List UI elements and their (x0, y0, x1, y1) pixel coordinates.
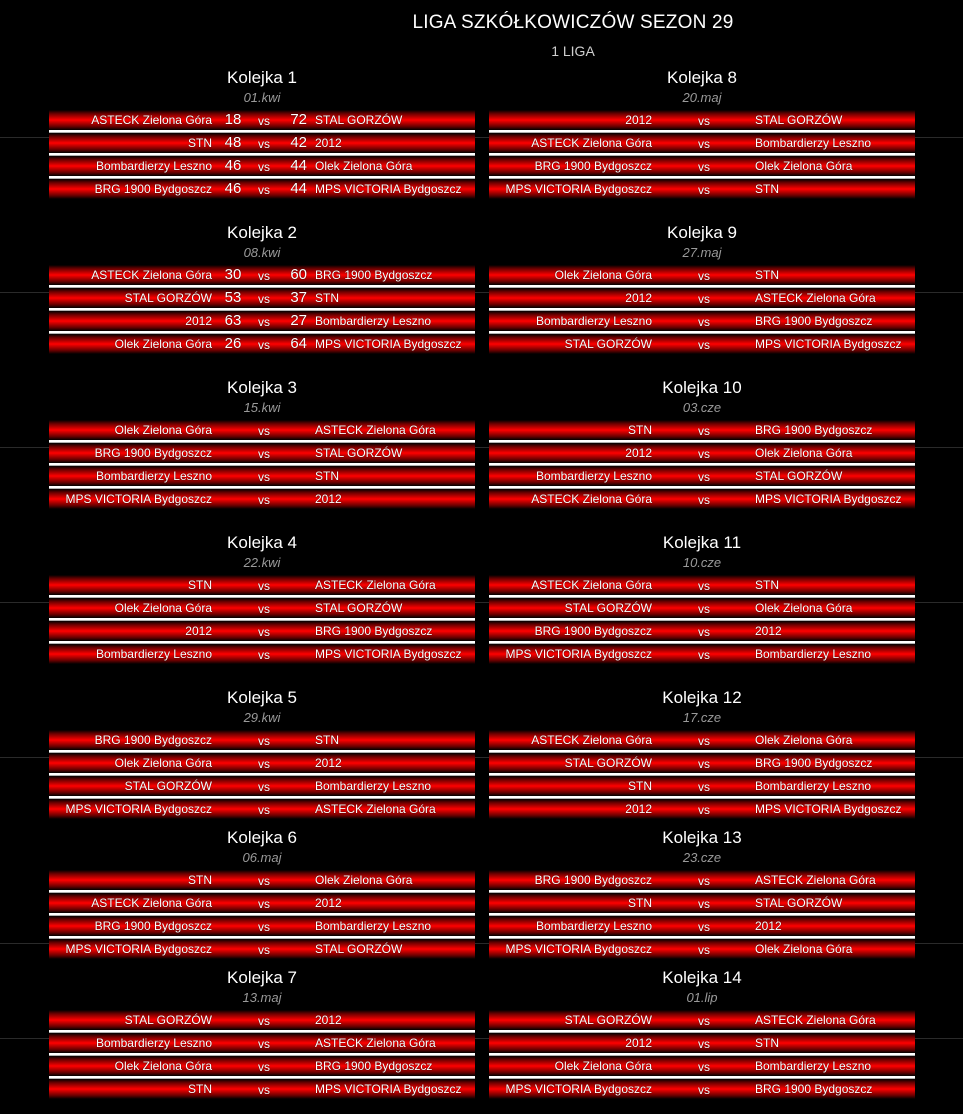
match-row[interactable] (49, 598, 475, 618)
home-score: 46 (224, 180, 242, 197)
away-team: 2012 (315, 896, 342, 910)
away-team: STAL GORZÓW (315, 113, 403, 127)
home-team: MPS VICTORIA Bydgoszcz (505, 647, 652, 661)
match-row[interactable] (489, 644, 915, 664)
away-team: ASTECK Zielona Góra (315, 1036, 436, 1050)
round-date: 01.kwi (243, 90, 281, 105)
away-team: Olek Zielona Góra (315, 159, 413, 173)
vs-label: vs (698, 780, 710, 794)
away-team: Olek Zielona Góra (755, 733, 853, 747)
match-list (49, 730, 475, 819)
away-score: 44 (290, 180, 307, 197)
match-row[interactable] (49, 288, 475, 308)
away-team: 2012 (315, 136, 342, 150)
vs-label: vs (258, 137, 270, 151)
round-date: 27.maj (682, 245, 722, 260)
away-team: MPS VICTORIA Bydgoszcz (315, 337, 462, 351)
match-row[interactable] (489, 893, 915, 913)
home-team: Bombardierzy Leszno (535, 314, 652, 328)
vs-label: vs (698, 424, 710, 438)
vs-label: vs (698, 943, 710, 957)
away-team: Bombardierzy Leszno (315, 314, 432, 328)
home-team: STN (628, 423, 652, 437)
home-team: ASTECK Zielona Góra (531, 578, 652, 592)
home-team: STN (188, 873, 212, 887)
match-row[interactable] (49, 110, 475, 130)
away-team: Olek Zielona Góra (755, 942, 853, 956)
match-row[interactable] (49, 443, 475, 463)
match-row[interactable] (489, 420, 915, 440)
round-title: Kolejka 13 (662, 828, 742, 847)
away-team: 2012 (315, 1013, 342, 1027)
away-team: STAL GORZÓW (315, 942, 403, 956)
match-row[interactable] (489, 1033, 915, 1053)
match-row[interactable] (489, 466, 915, 486)
vs-label: vs (258, 757, 270, 771)
away-team: 2012 (755, 624, 782, 638)
match-list (489, 1010, 915, 1099)
vs-label: vs (258, 470, 270, 484)
home-score: 63 (224, 312, 242, 329)
round-title: Kolejka 8 (667, 68, 737, 87)
vs-label: vs (698, 114, 710, 128)
match-row[interactable] (489, 265, 915, 285)
match-row[interactable] (49, 1010, 475, 1030)
away-team: STN (755, 578, 779, 592)
home-team: Bombardierzy Leszno (535, 469, 652, 483)
away-team: STAL GORZÓW (755, 896, 843, 910)
home-team: STAL GORZÓW (124, 1013, 212, 1027)
vs-label: vs (258, 1014, 270, 1028)
vs-label: vs (698, 269, 710, 283)
round-block (49, 66, 475, 199)
match-row[interactable] (49, 799, 475, 819)
vs-label: vs (258, 424, 270, 438)
away-team: Olek Zielona Góra (315, 873, 413, 887)
home-team: Olek Zielona Góra (114, 756, 212, 770)
home-team: BRG 1900 Bydgoszcz (534, 873, 652, 887)
vs-label: vs (698, 602, 710, 616)
vs-label: vs (698, 579, 710, 593)
round-title: Kolejka 3 (227, 378, 297, 397)
home-team: BRG 1900 Bydgoszcz (94, 182, 212, 196)
vs-label: vs (698, 160, 710, 174)
vs-label: vs (258, 1083, 270, 1097)
vs-label: vs (698, 292, 710, 306)
vs-label: vs (698, 920, 710, 934)
match-row[interactable] (489, 870, 915, 890)
vs-label: vs (698, 734, 710, 748)
match-row[interactable] (489, 443, 915, 463)
vs-label: vs (698, 470, 710, 484)
away-team: Olek Zielona Góra (755, 446, 853, 460)
home-team: BRG 1900 Bydgoszcz (94, 919, 212, 933)
match-row[interactable] (489, 776, 915, 796)
round-title: Kolejka 9 (667, 223, 737, 242)
home-team: ASTECK Zielona Góra (531, 492, 652, 506)
vs-label: vs (698, 897, 710, 911)
vs-label: vs (698, 183, 710, 197)
home-team: STAL GORZÓW (564, 601, 652, 615)
match-list (49, 265, 475, 354)
home-team: Bombardierzy Leszno (95, 469, 212, 483)
away-team: STN (315, 469, 339, 483)
match-row[interactable] (489, 1010, 915, 1030)
round-title: Kolejka 4 (227, 533, 297, 552)
vs-label: vs (258, 874, 270, 888)
vs-label: vs (258, 269, 270, 283)
vs-label: vs (698, 648, 710, 662)
match-row[interactable] (49, 133, 475, 153)
away-team: Bombardierzy Leszno (315, 919, 432, 933)
match-list (49, 575, 475, 664)
vs-label: vs (258, 183, 270, 197)
home-team: Bombardierzy Leszno (535, 919, 652, 933)
match-row[interactable] (49, 621, 475, 641)
vs-label: vs (258, 780, 270, 794)
away-team: STN (315, 291, 339, 305)
match-list (49, 420, 475, 509)
away-team: STAL GORZÓW (315, 446, 403, 460)
away-score: 27 (290, 312, 307, 329)
away-team: 2012 (755, 919, 782, 933)
vs-label: vs (258, 315, 270, 329)
match-row[interactable] (49, 776, 475, 796)
match-row[interactable] (49, 753, 475, 773)
round-block (489, 531, 915, 664)
away-team: STAL GORZÓW (755, 469, 843, 483)
round-date: 06.maj (242, 850, 282, 865)
away-team: STN (755, 268, 779, 282)
home-team: STN (188, 136, 212, 150)
round-title: Kolejka 10 (662, 378, 742, 397)
round-date: 08.kwi (243, 245, 281, 260)
away-team: MPS VICTORIA Bydgoszcz (755, 337, 902, 351)
round-title: Kolejka 7 (227, 968, 297, 987)
home-team: MPS VICTORIA Bydgoszcz (65, 492, 212, 506)
vs-label: vs (698, 338, 710, 352)
vs-label: vs (258, 1060, 270, 1074)
home-team: STN (188, 1082, 212, 1096)
away-team: MPS VICTORIA Bydgoszcz (755, 802, 902, 816)
match-row[interactable] (489, 575, 915, 595)
vs-label: vs (698, 1037, 710, 1051)
home-team: 2012 (625, 1036, 652, 1050)
home-team: Bombardierzy Leszno (95, 647, 212, 661)
home-team: 2012 (625, 291, 652, 305)
home-team: STN (628, 779, 652, 793)
round-block (489, 376, 915, 509)
home-team: STN (628, 896, 652, 910)
match-list (489, 575, 915, 664)
home-team: Olek Zielona Góra (114, 601, 212, 615)
away-score: 44 (290, 157, 307, 174)
match-row[interactable] (49, 870, 475, 890)
away-team: BRG 1900 Bydgoszcz (315, 624, 433, 638)
match-row[interactable] (49, 939, 475, 959)
round-date: 01.lip (686, 990, 718, 1005)
vs-label: vs (258, 493, 270, 507)
round-block (49, 376, 475, 509)
away-team: BRG 1900 Bydgoszcz (755, 1082, 873, 1096)
away-team: ASTECK Zielona Góra (755, 1013, 876, 1027)
home-team: BRG 1900 Bydgoszcz (534, 159, 652, 173)
away-team: 2012 (315, 756, 342, 770)
match-row[interactable] (49, 334, 475, 354)
vs-label: vs (258, 897, 270, 911)
away-team: STN (755, 1036, 779, 1050)
home-team: BRG 1900 Bydgoszcz (94, 733, 212, 747)
round-title: Kolejka 14 (662, 968, 742, 987)
league-subtitle: 1 LIGA (551, 43, 595, 59)
away-team: BRG 1900 Bydgoszcz (315, 1059, 433, 1073)
home-team: STAL GORZÓW (124, 779, 212, 793)
away-team: Olek Zielona Góra (755, 159, 853, 173)
round-block (49, 221, 475, 354)
home-team: Olek Zielona Góra (114, 1059, 212, 1073)
away-team: BRG 1900 Bydgoszcz (755, 314, 873, 328)
round-title: Kolejka 12 (662, 688, 742, 707)
round-date: 22.kwi (243, 555, 281, 570)
match-row[interactable] (49, 420, 475, 440)
vs-label: vs (258, 625, 270, 639)
match-row[interactable] (489, 156, 915, 176)
match-row[interactable] (49, 466, 475, 486)
home-team: ASTECK Zielona Góra (531, 733, 652, 747)
round-date: 03.cze (682, 400, 722, 415)
round-date: 13.maj (242, 990, 282, 1005)
home-team: 2012 (625, 802, 652, 816)
match-row[interactable] (49, 916, 475, 936)
round-date: 23.cze (682, 850, 722, 865)
away-team: Bombardierzy Leszno (755, 647, 872, 661)
home-score: 18 (224, 111, 242, 128)
match-row[interactable] (489, 1056, 915, 1076)
home-team: MPS VICTORIA Bydgoszcz (505, 1082, 652, 1096)
vs-label: vs (258, 292, 270, 306)
vs-label: vs (698, 625, 710, 639)
away-score: 72 (290, 111, 307, 128)
match-list (49, 110, 475, 199)
round-title: Kolejka 1 (227, 68, 297, 87)
vs-label: vs (258, 114, 270, 128)
home-score: 48 (224, 134, 242, 151)
round-block (49, 826, 475, 959)
match-row[interactable] (49, 893, 475, 913)
home-score: 26 (224, 335, 242, 352)
round-block (489, 966, 915, 1099)
vs-label: vs (698, 137, 710, 151)
match-row[interactable] (49, 156, 475, 176)
home-team: Olek Zielona Góra (554, 268, 652, 282)
away-team: ASTECK Zielona Góra (755, 291, 876, 305)
match-row[interactable] (49, 730, 475, 750)
vs-label: vs (698, 315, 710, 329)
round-date: 29.kwi (243, 710, 281, 725)
match-row[interactable] (489, 489, 915, 509)
vs-label: vs (258, 1037, 270, 1051)
match-list (489, 870, 915, 959)
vs-label: vs (698, 757, 710, 771)
match-row[interactable] (489, 133, 915, 153)
vs-label: vs (698, 1060, 710, 1074)
away-team: Bombardierzy Leszno (315, 779, 432, 793)
away-team: STAL GORZÓW (315, 601, 403, 615)
home-team: 2012 (625, 113, 652, 127)
away-team: ASTECK Zielona Góra (315, 423, 436, 437)
match-row[interactable] (49, 644, 475, 664)
home-score: 46 (224, 157, 242, 174)
match-row[interactable] (489, 916, 915, 936)
away-team: STN (315, 733, 339, 747)
match-row[interactable] (489, 939, 915, 959)
match-list (489, 110, 915, 199)
match-row[interactable] (49, 575, 475, 595)
match-row[interactable] (489, 1079, 915, 1099)
match-row[interactable] (49, 1033, 475, 1053)
away-team: BRG 1900 Bydgoszcz (755, 423, 873, 437)
match-row[interactable] (489, 110, 915, 130)
round-title: Kolejka 6 (227, 828, 297, 847)
match-row[interactable] (489, 753, 915, 773)
away-team: STAL GORZÓW (755, 113, 843, 127)
match-row[interactable] (489, 179, 915, 199)
away-team: BRG 1900 Bydgoszcz (315, 268, 433, 282)
home-team: STAL GORZÓW (564, 756, 652, 770)
home-team: MPS VICTORIA Bydgoszcz (65, 942, 212, 956)
vs-label: vs (698, 447, 710, 461)
away-score: 37 (290, 289, 307, 306)
match-row[interactable] (49, 1079, 475, 1099)
home-team: STAL GORZÓW (124, 291, 212, 305)
match-row[interactable] (489, 288, 915, 308)
home-team: STAL GORZÓW (564, 1013, 652, 1027)
away-team: ASTECK Zielona Góra (315, 802, 436, 816)
away-team: BRG 1900 Bydgoszcz (755, 756, 873, 770)
vs-label: vs (698, 803, 710, 817)
away-score: 60 (290, 266, 307, 283)
home-team: ASTECK Zielona Góra (531, 136, 652, 150)
match-list (49, 1010, 475, 1099)
vs-label: vs (258, 579, 270, 593)
vs-label: vs (258, 602, 270, 616)
match-row[interactable] (49, 1056, 475, 1076)
round-block (489, 826, 915, 959)
away-team: Bombardierzy Leszno (755, 136, 872, 150)
home-team: BRG 1900 Bydgoszcz (94, 446, 212, 460)
round-block (489, 686, 915, 819)
away-score: 42 (290, 134, 307, 151)
home-team: MPS VICTORIA Bydgoszcz (505, 942, 652, 956)
home-score: 53 (224, 289, 242, 306)
home-team: ASTECK Zielona Góra (91, 896, 212, 910)
round-title: Kolejka 2 (227, 223, 297, 242)
vs-label: vs (258, 338, 270, 352)
vs-label: vs (258, 920, 270, 934)
match-list (489, 420, 915, 509)
match-row[interactable] (49, 311, 475, 331)
home-team: MPS VICTORIA Bydgoszcz (505, 182, 652, 196)
vs-label: vs (698, 1083, 710, 1097)
match-row[interactable] (489, 334, 915, 354)
match-row[interactable] (49, 179, 475, 199)
away-team: Olek Zielona Góra (755, 601, 853, 615)
round-block (49, 966, 475, 1099)
vs-label: vs (258, 803, 270, 817)
home-team: 2012 (185, 314, 212, 328)
vs-label: vs (258, 447, 270, 461)
round-block (489, 66, 915, 199)
away-team: MPS VICTORIA Bydgoszcz (315, 1082, 462, 1096)
page-title: LIGA SZKÓŁKOWICZÓW SEZON 29 (412, 12, 734, 33)
away-team: MPS VICTORIA Bydgoszcz (755, 492, 902, 506)
match-list (489, 730, 915, 819)
away-team: STN (755, 182, 779, 196)
away-team: MPS VICTORIA Bydgoszcz (315, 647, 462, 661)
away-team: ASTECK Zielona Góra (315, 578, 436, 592)
match-row[interactable] (489, 730, 915, 750)
round-date: 15.kwi (243, 400, 281, 415)
match-row[interactable] (489, 621, 915, 641)
away-team: ASTECK Zielona Góra (755, 873, 876, 887)
home-team: 2012 (625, 446, 652, 460)
vs-label: vs (698, 493, 710, 507)
home-team: BRG 1900 Bydgoszcz (534, 624, 652, 638)
round-date: 10.cze (682, 555, 722, 570)
home-team: ASTECK Zielona Góra (91, 268, 212, 282)
match-row[interactable] (489, 311, 915, 331)
away-score: 64 (290, 335, 307, 352)
away-team: MPS VICTORIA Bydgoszcz (315, 182, 462, 196)
match-list (489, 265, 915, 354)
match-row[interactable] (49, 265, 475, 285)
round-block (489, 221, 915, 354)
away-team: 2012 (315, 492, 342, 506)
vs-label: vs (258, 648, 270, 662)
vs-label: vs (698, 874, 710, 888)
match-list (49, 870, 475, 959)
home-team: Olek Zielona Góra (114, 337, 212, 351)
match-row[interactable] (49, 489, 475, 509)
round-block (49, 686, 475, 819)
home-team: Olek Zielona Góra (554, 1059, 652, 1073)
vs-label: vs (258, 160, 270, 174)
away-team: Bombardierzy Leszno (755, 1059, 872, 1073)
round-block (49, 531, 475, 664)
vs-label: vs (258, 943, 270, 957)
home-team: STN (188, 578, 212, 592)
home-team: STAL GORZÓW (564, 337, 652, 351)
vs-label: vs (698, 1014, 710, 1028)
home-team: Bombardierzy Leszno (95, 159, 212, 173)
round-date: 20.maj (682, 90, 722, 105)
match-row[interactable] (489, 598, 915, 618)
round-title: Kolejka 5 (227, 688, 297, 707)
home-team: 2012 (185, 624, 212, 638)
away-team: Bombardierzy Leszno (755, 779, 872, 793)
vs-label: vs (258, 734, 270, 748)
home-team: ASTECK Zielona Góra (91, 113, 212, 127)
round-title: Kolejka 11 (662, 533, 742, 552)
match-row[interactable] (489, 799, 915, 819)
home-team: MPS VICTORIA Bydgoszcz (65, 802, 212, 816)
home-team: Bombardierzy Leszno (95, 1036, 212, 1050)
home-team: Olek Zielona Góra (114, 423, 212, 437)
round-date: 17.cze (682, 710, 722, 725)
home-score: 30 (224, 266, 242, 283)
